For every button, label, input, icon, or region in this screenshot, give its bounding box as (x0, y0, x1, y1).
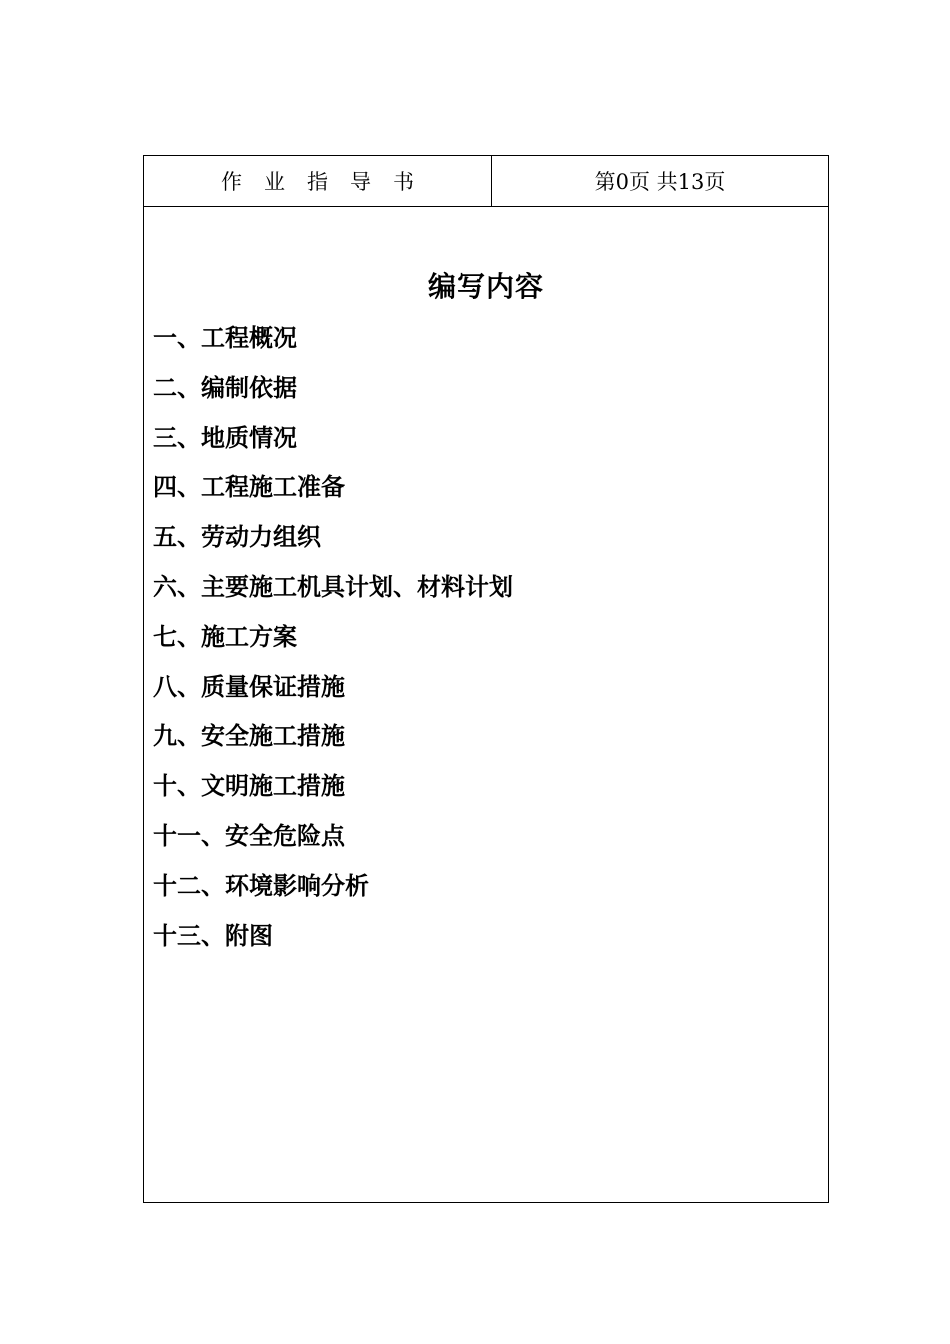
toc-item: 八、质量保证措施 (153, 671, 345, 701)
toc-item: 九、安全施工措施 (153, 721, 345, 751)
toc-item: 十、文明施工措施 (153, 771, 345, 801)
toc-list (153, 313, 513, 960)
toc-item: 五、劳动力组织 (153, 522, 321, 552)
page-info: 第0页 共13页 (594, 170, 726, 194)
toc-item: 十二、环境影响分析 (153, 870, 369, 900)
toc-item: 六、主要施工机具计划、材料计划 (153, 571, 513, 601)
content-title: 编写内容 (427, 270, 544, 303)
toc-item: 十三、附图 (153, 920, 273, 950)
toc-item: 一、工程概况 (153, 323, 297, 352)
toc-item: 七、施工方案 (153, 621, 297, 651)
document-frame (143, 155, 829, 1203)
toc-item: 二、编制依据 (153, 372, 297, 402)
toc-item: 四、工程施工准备 (153, 472, 345, 502)
toc-item: 十一、安全危险点 (153, 820, 345, 850)
doc-type-label: 作业指导书 (144, 156, 492, 206)
header-row (144, 156, 828, 207)
toc-item: 三、地质情况 (153, 422, 297, 452)
